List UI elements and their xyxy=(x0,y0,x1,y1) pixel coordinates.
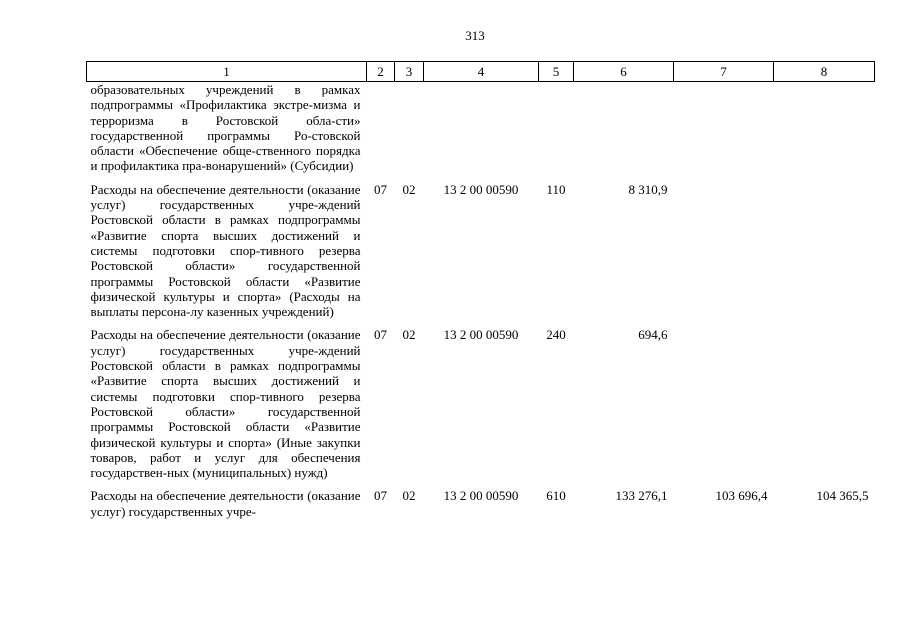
table-row xyxy=(87,327,875,488)
row-sum-2 xyxy=(674,182,774,328)
column-header-7: 7 xyxy=(674,62,774,82)
row-section: 07 xyxy=(374,327,387,343)
row-subsection xyxy=(395,82,424,182)
row-sum-2: 103 696,4 xyxy=(715,488,768,504)
row-target-article: 13 2 00 00590 xyxy=(443,327,519,343)
column-header-5: 5 xyxy=(539,62,574,82)
row-sum-3 xyxy=(774,327,875,488)
row-section: 07 xyxy=(374,181,387,197)
table-row xyxy=(87,182,875,328)
column-header-4: 4 xyxy=(424,62,539,82)
row-target-article: 13 2 00 00590 xyxy=(443,181,519,197)
row-sum-3 xyxy=(774,182,875,328)
row-description: Расходы на обеспечение деятельности (оказание услуг) государственных учре-ждений Ростовской области в рамках подпрограммы «Развитие спорта высших достижений и системы подготовки спор-тивного резерва Ростовской области» государственной программы Ростовской области «Развитие физической культуры и спорта» (Иные закупки товаров, работ и услуг для обеспечения государствен-ных (муниципальных) нужд) xyxy=(90,327,361,481)
column-header-6: 6 xyxy=(574,62,674,82)
column-header-1: 1 xyxy=(87,62,367,82)
row-description: Расходы на обеспечение деятельности (оказание услуг) государственных учре-ждений Ростовской области в рамках подпрограммы «Развитие спорта высших достижений и системы подготовки спор-тивного резерва Ростовской области» государственной программы Ростовской области «Развитие физической культуры и спорта» (Расходы на выплаты персона-лу казенных учреждений) xyxy=(90,181,361,320)
row-expense-type: 110 xyxy=(546,181,566,197)
row-sum-1: 133 276,1 xyxy=(615,488,668,504)
row-sum-2 xyxy=(674,82,774,182)
row-subsection: 02 xyxy=(402,327,416,343)
row-target-article xyxy=(424,82,539,182)
row-subsection: 02 xyxy=(402,181,416,197)
header-row xyxy=(87,62,875,82)
table-row xyxy=(87,488,875,527)
column-header-8: 8 xyxy=(774,62,875,82)
row-section: 07 xyxy=(374,488,387,504)
row-sum-3 xyxy=(774,82,875,182)
table-row xyxy=(87,82,875,182)
row-sum-2 xyxy=(674,327,774,488)
row-description: Расходы на обеспечение деятельности (оказание услуг) государственных учре- xyxy=(90,488,361,519)
row-sum-1: 8 310,9 xyxy=(628,181,668,197)
budget-table xyxy=(86,61,875,527)
column-header-3: 3 xyxy=(395,62,424,82)
row-subsection: 02 xyxy=(402,488,416,504)
row-description: образовательных учреждений в рамках подпрограммы «Профилактика экстре-мизма и терроризма в Ростовской обла-сти» государственной программы Ро-стовской области «Обеспечение обще-ственного порядка и профилактика пра-вонарушений» (Субсидии) xyxy=(90,82,361,174)
row-sum-3: 104 365,5 xyxy=(816,488,869,504)
row-expense-type: 610 xyxy=(546,488,566,504)
row-sum-1 xyxy=(574,82,674,182)
row-expense-type: 240 xyxy=(546,327,566,343)
row-target-article: 13 2 00 00590 xyxy=(443,488,519,504)
row-section xyxy=(367,82,395,182)
row-sum-1: 694,6 xyxy=(638,327,668,343)
row-expense-type xyxy=(539,82,574,182)
column-header-2: 2 xyxy=(367,62,395,82)
page-number: 313 xyxy=(465,28,485,43)
